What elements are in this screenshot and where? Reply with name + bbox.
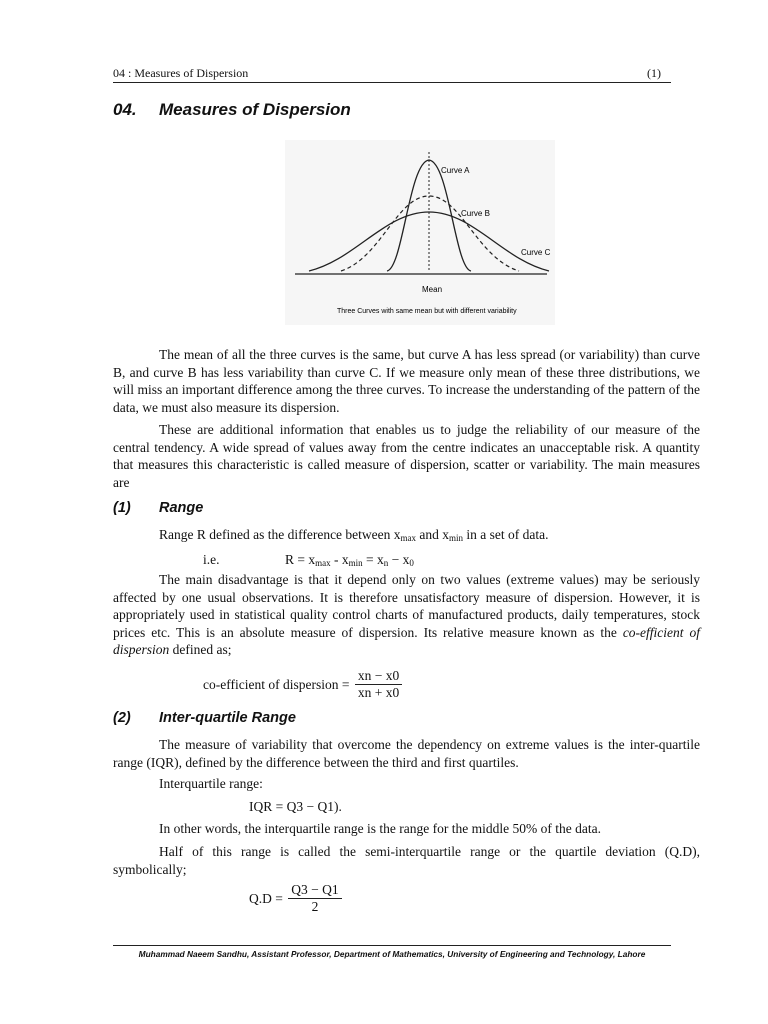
- range-ie-label: i.e.: [203, 552, 220, 567]
- quartile-deviation-text: Half of this range is called the semi-interquartile range or the quartile deviation (Q.D), symbolically;: [113, 844, 700, 877]
- section-heading-range: [113, 500, 203, 516]
- iqr-middle-50: In other words, the interquartile range is the range for the middle 50% of the data.: [159, 821, 601, 836]
- range-formula-part-1: R = x: [285, 552, 316, 567]
- coefficient-of-dispersion-formula: [203, 668, 402, 701]
- iqr-intro-text: The measure of variability that overcome the dependency on extreme values is the inter-quartile range (IQR), defined by the difference between the third and first quartiles.: [113, 737, 700, 770]
- iqr-formula: IQR = Q3 − Q1).: [249, 799, 342, 814]
- qd-fraction: [288, 882, 341, 915]
- paragraph-intro-text: The mean of all the three curves is the same, but curve A has less spread (or variability) than curve B, and curve B has less variability than curve C. If we measure only mean of these three distributions, we will miss an important difference among the three curves. To increase the understanding of the pattern of the data, we must also measure its dispersion.: [113, 347, 700, 415]
- range-formula-part-2: - x: [330, 552, 349, 567]
- qd-numerator: Q3 − Q1: [288, 882, 341, 899]
- chapter-number: 04.: [113, 100, 137, 119]
- header-page-number: (1): [647, 66, 661, 80]
- page-footer: Muhammad Naeem Sandhu, Assistant Professor, Department of Mathematics, University of Engineering and Technology, Lahore: [113, 945, 671, 959]
- range-formula-sub-3: n: [383, 558, 389, 568]
- mean-axis-label: Mean: [422, 285, 443, 294]
- paragraph-intro: [113, 346, 700, 416]
- coef-denominator: xn + x0: [357, 685, 400, 700]
- chapter-title: [113, 100, 351, 120]
- range-formula-sub-4: 0: [409, 558, 414, 568]
- range-formula-part-3: = x: [362, 552, 384, 567]
- range-para-text: The main disadvantage is that it depend only on two values (extreme values) may be seriously affected by one usual observations. It is therefore unsatisfactory measure of dispersion. However, it is appropriately used in statistical quality control charts of manufactured products, daily temperatures, stock prices etc. This is an absolute measure of dispersion. Its relative measure known as the: [113, 572, 700, 640]
- coef-label: co-efficient of dispersion =: [203, 676, 350, 692]
- curve-a-label: Curve A: [441, 166, 470, 175]
- range-def-sub-max: max: [400, 533, 417, 543]
- range-def-text-2: and x: [416, 527, 450, 542]
- paragraph-additional-info-text: These are additional information that enables us to judge the reliability of our measure of the central tendency. A wide spread of values away from the centre indicates an unacceptable risk. A quantity that measures this characteristic is called measure of dispersion, scatter or variability. The main measures are: [113, 422, 700, 490]
- iqr-label: Interquartile range:: [159, 776, 263, 791]
- paragraph-iqr-intro: [113, 736, 700, 771]
- paragraph-additional-info: [113, 421, 700, 491]
- curve-b-label: Curve B: [461, 209, 490, 218]
- range-para-end: defined as;: [169, 642, 232, 657]
- section-heading-iqr: [113, 710, 296, 726]
- curve-c-label: Curve C: [521, 248, 551, 257]
- chapter-title-text: Measures of Dispersion: [159, 100, 351, 119]
- range-formula-part-4: − x: [388, 552, 410, 567]
- qd-denominator: 2: [311, 899, 319, 914]
- page-header: [113, 64, 671, 83]
- range-def-text-3: in a set of data.: [463, 527, 549, 542]
- section-number-iqr: (2): [113, 710, 131, 726]
- quartile-deviation-formula: [249, 882, 342, 915]
- figure-caption: Three Curves with same mean but with different variability: [337, 308, 517, 315]
- section-number-range: (1): [113, 500, 131, 516]
- paragraph-quartile-deviation: [113, 843, 700, 878]
- coef-numerator: xn − x0: [355, 668, 402, 685]
- curve-b-line: [341, 196, 519, 271]
- range-formula-sub-1: max: [315, 558, 331, 568]
- range-def-text-1: Range R defined as the difference between x: [159, 527, 401, 542]
- coef-fraction: [355, 668, 402, 701]
- section-title-range: Range: [159, 500, 204, 516]
- header-chapter-title: 04 : Measures of Dispersion: [113, 66, 249, 80]
- paragraph-range-disadvantage: [113, 571, 700, 659]
- range-def-sub-min: min: [449, 533, 464, 543]
- curves-figure: [285, 140, 555, 325]
- range-formula: [285, 551, 414, 573]
- section-title-iqr: Inter-quartile Range: [159, 710, 296, 726]
- range-definition: [159, 526, 549, 548]
- range-para-italic-term: co-efficient of dispersion: [113, 624, 700, 657]
- qd-label: Q.D =: [249, 890, 283, 906]
- range-formula-sub-2: min: [348, 558, 363, 568]
- curves-diagram: [285, 140, 555, 325]
